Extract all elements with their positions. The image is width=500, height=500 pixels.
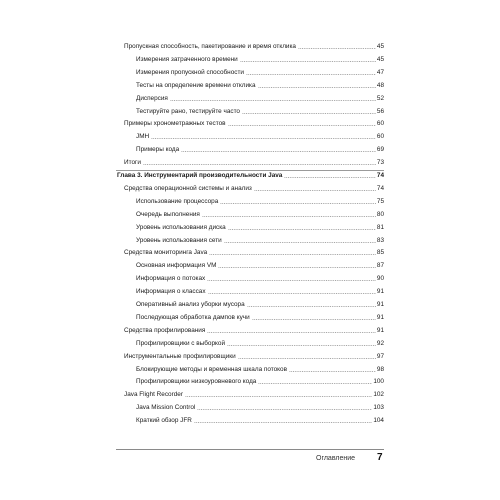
dot-leader xyxy=(247,303,376,307)
toc-entry-row xyxy=(136,401,384,415)
toc-entry xyxy=(0,246,500,260)
toc-entry-row xyxy=(136,92,384,106)
toc-entry-row xyxy=(124,388,384,402)
toc-entry xyxy=(0,221,500,235)
toc-entry-page: 85 xyxy=(376,249,384,257)
dot-leader xyxy=(252,316,376,320)
toc-entry xyxy=(0,92,500,106)
dot-leader xyxy=(258,380,372,384)
toc-entry-title: Тесты на определение времени отклика xyxy=(136,81,256,89)
toc-entry-page: 98 xyxy=(376,365,384,373)
dot-leader xyxy=(207,277,376,281)
dot-leader xyxy=(197,406,372,410)
toc-entry-page: 91 xyxy=(376,326,384,334)
toc-entry-title: Тестируйте рано, тестируйте часто xyxy=(136,107,240,115)
toc-entry xyxy=(0,105,500,119)
toc-entry-page: 52 xyxy=(376,94,384,102)
dot-leader xyxy=(151,135,376,139)
toc-entry-row xyxy=(136,285,384,299)
toc-entry-title: Профилировщики низкоуровневого кода xyxy=(136,378,257,386)
toc-entry xyxy=(0,79,500,93)
toc-entry-page: 73 xyxy=(376,159,384,167)
toc-entry-title: Краткий обзор JFR xyxy=(136,417,192,425)
toc-entry xyxy=(0,117,500,131)
toc-entry-title: Основная информация VM xyxy=(136,262,217,270)
dot-leader xyxy=(258,84,376,88)
toc-entry-page: 45 xyxy=(376,55,384,63)
dot-leader xyxy=(254,187,376,191)
toc-entry-row xyxy=(136,337,384,351)
toc-entry-row xyxy=(136,105,384,119)
toc-entry-row xyxy=(124,350,384,364)
toc-entry xyxy=(0,234,500,248)
toc-entry-row xyxy=(136,143,384,157)
toc-entry-page: 102 xyxy=(373,391,384,399)
toc-entry xyxy=(0,298,500,312)
dot-leader xyxy=(228,226,376,230)
toc-entry-page: 48 xyxy=(376,81,384,89)
toc-entry xyxy=(0,272,500,286)
dot-leader xyxy=(298,45,376,49)
toc-entry xyxy=(0,311,500,325)
toc-entry-page: 74 xyxy=(376,184,384,192)
dot-leader xyxy=(242,110,376,114)
toc-entry xyxy=(0,143,500,157)
toc-entry-page: 83 xyxy=(376,236,384,244)
toc-entry xyxy=(0,375,500,389)
toc-entry-page: 103 xyxy=(373,404,384,412)
toc-entry-row xyxy=(124,40,384,54)
dot-leader xyxy=(143,161,376,165)
toc-entry-title: Информация о потоках xyxy=(136,275,206,283)
toc-entry-row xyxy=(136,208,384,222)
toc-entry-title: JMH xyxy=(136,133,150,141)
toc-entry-title: Инструментальные профилировщики xyxy=(124,352,236,360)
toc-entry xyxy=(0,324,500,338)
dot-leader xyxy=(185,393,372,397)
toc-entry-row xyxy=(136,375,384,389)
toc-chapter-heading xyxy=(0,169,500,183)
dot-leader xyxy=(289,368,376,372)
toc-entry-page: 80 xyxy=(376,210,384,218)
dot-leader xyxy=(170,97,376,101)
toc-entry-row xyxy=(136,298,384,312)
toc-entry-row xyxy=(124,117,384,131)
toc-entry-row xyxy=(136,53,384,67)
toc-entry-title: Последующая обработка дампов кучи xyxy=(136,313,250,321)
toc-entry-row xyxy=(124,156,384,170)
toc-entry-page: 100 xyxy=(373,378,384,386)
toc-entry xyxy=(0,350,500,364)
toc-entry xyxy=(0,401,500,415)
toc-entry-page: 87 xyxy=(376,262,384,270)
toc-entry-title: Дисперсия xyxy=(136,94,168,102)
toc-entry xyxy=(0,130,500,144)
dot-leader xyxy=(228,122,376,126)
toc-entry-title: Информация о классах xyxy=(136,288,206,296)
toc-entry-page: 104 xyxy=(373,417,384,425)
toc-entry-page: 47 xyxy=(376,68,384,76)
toc-entry-row xyxy=(136,66,384,80)
toc-entry-row xyxy=(136,414,384,428)
dot-leader xyxy=(246,71,376,75)
toc-entry-row xyxy=(136,259,384,273)
toc-entry-title: Профилировщики с выборкой xyxy=(136,339,226,347)
toc-entry-row xyxy=(136,195,384,209)
toc-entry-title: Примеры кода xyxy=(136,146,180,154)
toc-entry xyxy=(0,285,500,299)
toc-entry-title: Глава 3. Инструментарий производительности Java xyxy=(117,172,283,179)
dot-leader xyxy=(238,355,376,359)
toc-entry-page: 92 xyxy=(376,339,384,347)
footer-page-number: 7 xyxy=(377,452,383,463)
toc-entry-title: Уровень использования сети xyxy=(136,236,222,244)
toc-entry-row xyxy=(124,246,384,260)
toc-entry-page: 74 xyxy=(376,172,384,179)
toc-entry-title: Уровень использования диска xyxy=(136,223,226,231)
toc-entry-title: Итоги xyxy=(124,159,141,167)
toc-entry xyxy=(0,195,500,209)
toc-entry-page: 69 xyxy=(376,146,384,154)
dot-leader xyxy=(284,174,376,178)
toc-entry-row xyxy=(136,272,384,286)
toc-entry-row xyxy=(136,234,384,248)
toc-entry-row xyxy=(136,79,384,93)
toc-entry xyxy=(0,182,500,196)
toc-entry-title: Измерения пропускной способности xyxy=(136,68,244,76)
dot-leader xyxy=(207,329,376,333)
dot-leader xyxy=(181,148,376,152)
dot-leader xyxy=(220,200,376,204)
toc-entry-row xyxy=(124,324,384,338)
dot-leader xyxy=(224,239,376,243)
toc-entry-title: Примеры хронометражных тестов xyxy=(124,120,226,128)
toc-entry-page: 45 xyxy=(376,43,384,50)
toc-entry-row xyxy=(124,182,384,196)
toc-entry-row xyxy=(136,130,384,144)
toc-entry xyxy=(0,53,500,67)
toc-entry-title: Блокирующие методы и временная шкала потоков xyxy=(136,365,287,373)
dot-leader xyxy=(227,342,376,346)
toc-entry-row xyxy=(136,221,384,235)
toc-entry-page: 97 xyxy=(376,352,384,360)
toc-entry-title: Оперативный анализ уборки мусора xyxy=(136,301,245,308)
toc-entry-title: Измерения затраченного времени xyxy=(136,55,238,63)
footer-section-label: Оглавление xyxy=(316,455,356,462)
toc-entry-title: Пропускная способность, пакетирование и время отклика xyxy=(124,43,296,50)
toc-entry-title: Средства профилирования xyxy=(124,326,206,334)
dot-leader xyxy=(194,419,372,423)
toc-entry xyxy=(0,363,500,377)
toc-entry-row xyxy=(117,169,384,183)
chapter-divider xyxy=(116,170,384,171)
toc-entry-row xyxy=(136,363,384,377)
toc-entry-page: 75 xyxy=(376,197,384,205)
toc-entry xyxy=(0,259,500,273)
toc-entry-page: 60 xyxy=(376,120,384,128)
toc-entry xyxy=(0,66,500,80)
toc-entry-page: 56 xyxy=(376,107,384,115)
toc-entry xyxy=(0,388,500,402)
toc-entry xyxy=(0,337,500,351)
toc-entry-page: 90 xyxy=(376,275,384,283)
toc-entry-title: Использование процессора xyxy=(136,197,219,205)
toc-entry-page: 60 xyxy=(376,133,384,141)
toc-entry-title: Java Mission Control xyxy=(136,404,196,412)
toc-entry xyxy=(0,156,500,170)
toc-entry xyxy=(0,414,500,428)
toc-entry-title: Java Flight Recorder xyxy=(124,391,183,399)
toc-entry-page: 91 xyxy=(376,313,384,321)
footer-rule xyxy=(116,449,384,450)
toc-entry-page: 81 xyxy=(376,223,384,231)
dot-leader xyxy=(218,264,375,268)
toc-entry xyxy=(0,208,500,222)
toc-entry-page: 91 xyxy=(376,288,384,296)
toc-entry-title: Средства операционной системы и анализ xyxy=(124,184,252,192)
dot-leader xyxy=(209,251,376,255)
toc-entry-row xyxy=(136,311,384,325)
dot-leader xyxy=(202,213,376,217)
dot-leader xyxy=(240,58,376,62)
toc-entry xyxy=(0,40,500,54)
toc-entry-title: Очередь выполнения xyxy=(136,210,200,218)
dot-leader xyxy=(208,290,376,294)
toc-entry-page: 91 xyxy=(376,301,384,308)
toc-entry-title: Средства мониторинга Java xyxy=(124,249,208,257)
